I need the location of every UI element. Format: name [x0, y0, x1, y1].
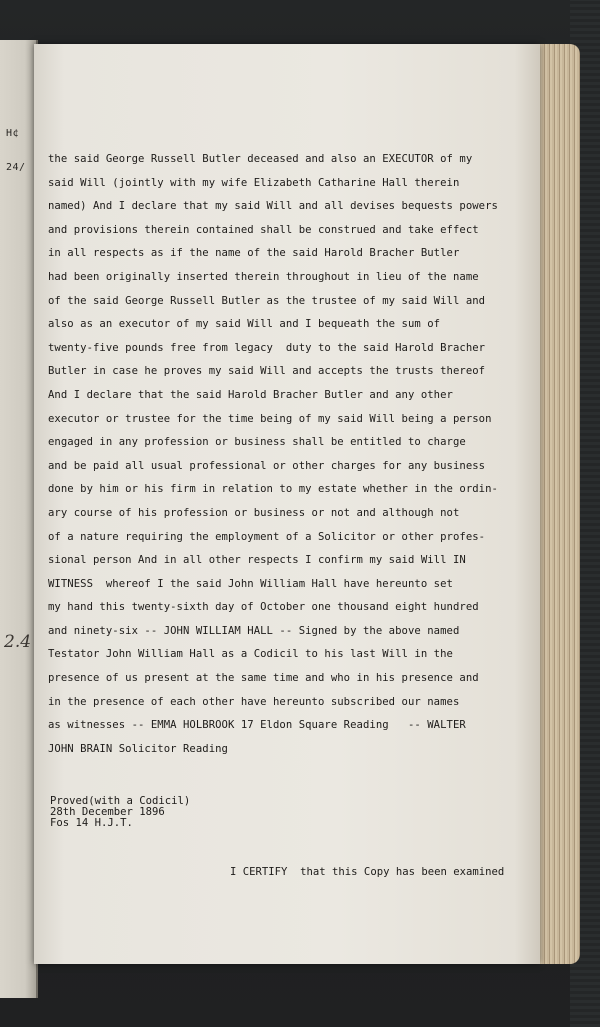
text-line: as witnesses -- EMMA HOLBROOK 17 Eldon Square Reading -- WALTER: [48, 719, 466, 732]
text-line: executor or trustee for the time being of my said Will being a person: [48, 412, 492, 425]
text-line: WITNESS whereof I the said John William Hall have hereunto set: [48, 577, 453, 590]
text-line: presence of us present at the same time and who in his presence and: [48, 672, 479, 685]
probate-line: Proved(with a Codicil): [50, 795, 191, 807]
will-text: [48, 148, 538, 761]
text-line: in all respects as if the name of the said Harold Bracher Butler: [48, 247, 460, 260]
probate-note: [50, 796, 190, 829]
facing-page: [0, 40, 38, 998]
text-line: said Will (jointly with my wife Elizabeth Catharine Hall therein: [48, 176, 460, 189]
text-line: sional person And in all other respects I confirm my said Will IN: [48, 554, 466, 567]
text-line: and ninety-six -- JOHN WILLIAM HALL -- Signed by the above named: [48, 624, 460, 637]
text-line: Butler in case he proves my said Will and accepts the trusts thereof: [48, 365, 486, 378]
document-page: [34, 44, 540, 964]
text-line: the said George Russell Butler deceased and also an EXECUTOR of my: [48, 153, 473, 165]
margin-fragment-2: 24/: [6, 162, 26, 173]
text-line: of the said George Russell Butler as the trustee of my said Will and: [48, 294, 486, 307]
probate-date: 28th December 1896: [50, 806, 165, 818]
text-line: in the presence of each other have hereunto subscribed our names: [48, 695, 460, 708]
text-line: and provisions therein contained shall be construed and take effect: [48, 223, 479, 236]
text-line: engaged in any profession or business shall be entitled to charge: [48, 436, 466, 449]
text-line: of a nature requiring the employment of a Solicitor or other profes-: [48, 530, 486, 543]
probate-folio: Fos 14 H.J.T.: [50, 817, 133, 829]
text-line: had been originally inserted therein throughout in lieu of the name: [48, 270, 479, 283]
text-line: twenty-five pounds free from legacy duty to the said Harold Bracher: [48, 341, 486, 354]
text-line: named) And I declare that my said Will and all devises bequests powers: [48, 200, 498, 213]
text-line: ary course of his profession or business or not and although not: [48, 506, 460, 519]
text-line: also as an executor of my said Will and I bequeath the sum of: [48, 318, 441, 331]
text-line: my hand this twenty-sixth day of October one thousand eight hundred: [48, 601, 479, 614]
margin-handwritten-note: 2.4: [4, 632, 32, 652]
certification-line: I CERTIFY that this Copy has been examined: [230, 866, 505, 878]
text-line: JOHN BRAIN Solicitor Reading: [48, 742, 228, 755]
text-line: And I declare that the said Harold Bracher Butler and any other: [48, 388, 453, 401]
text-line: done by him or his firm in relation to my estate whether in the ordin-: [48, 483, 498, 496]
margin-fragment-1: H¢: [6, 128, 20, 139]
text-line: and be paid all usual professional or other charges for any business: [48, 459, 486, 472]
text-line: Testator John William Hall as a Codicil to his last Will in the: [48, 648, 453, 661]
